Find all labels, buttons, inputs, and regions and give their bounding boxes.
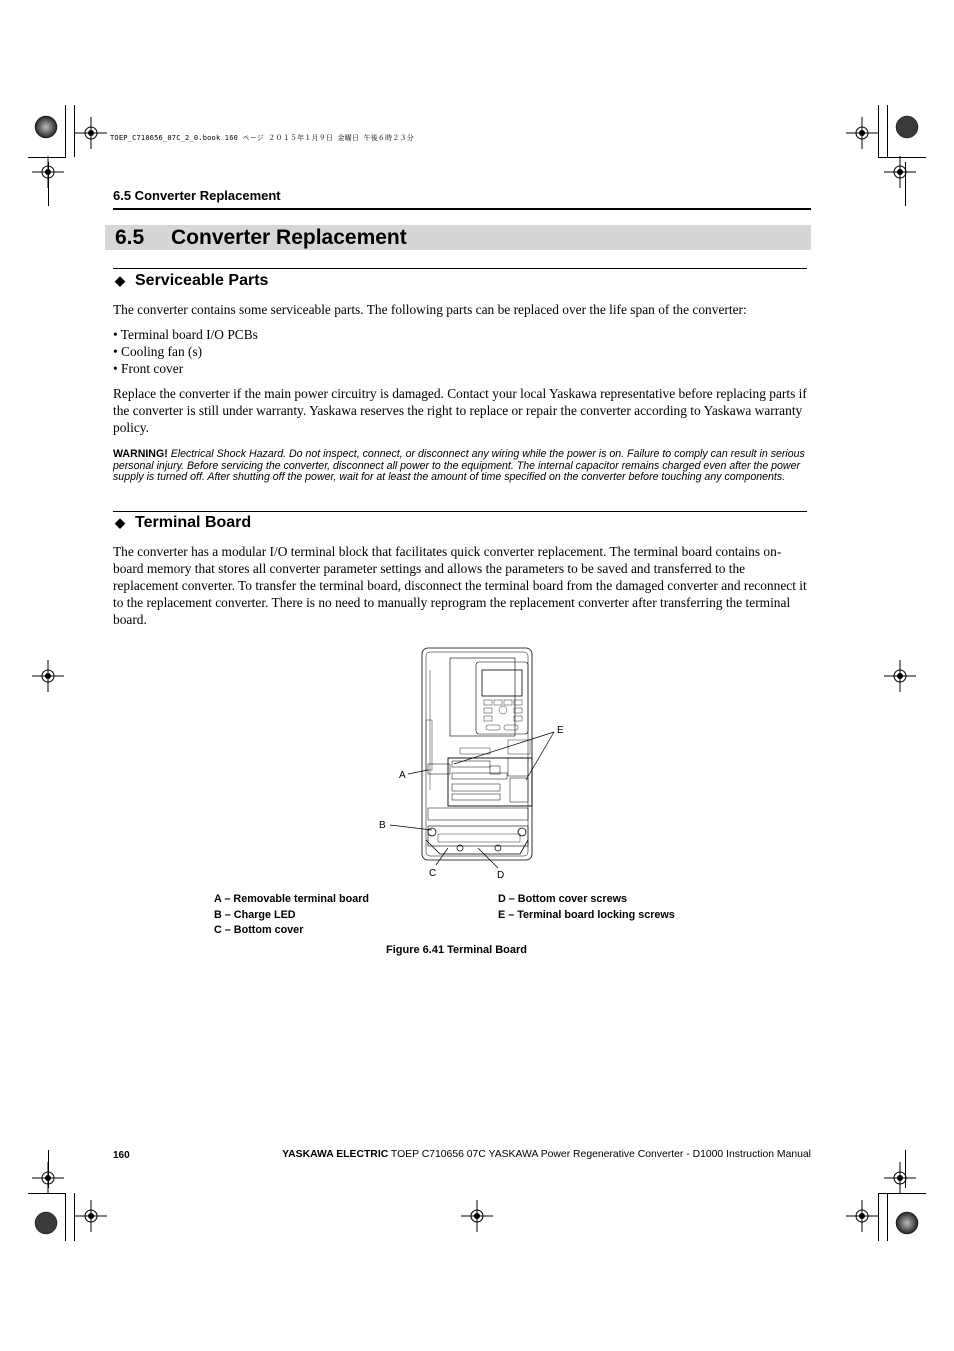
keypad-display xyxy=(482,670,522,696)
serviceable-body: Replace the converter if the main power circuitry is damaged. Contact your local Yaskawa representative before replacing parts if the converter is still under warranty. Yaskawa reserves the right to replace or repair the converter according to Yaskawa warranty policy. xyxy=(113,386,807,435)
subsection-rule-serviceable xyxy=(113,268,807,269)
section-title xyxy=(115,225,407,250)
print-info: TOEP_C710656_07C_2_0.book 160 ページ ２０１５年１月９日 金曜日 午後６時２３分 xyxy=(110,134,414,142)
terminal-body: The converter has a modular I/O terminal block that facilitates quick converter replacement. The terminal board contains on-board memory that stores all converter parameter settings and allows the parameters to be saved and transferred to the replacement converter. To transfer the terminal board, disconnect the terminal board from the damaged converter and reconnect it to the replacement converter. There is no need to manually reprogram the replacement converter after transferring the terminal board. xyxy=(113,544,807,627)
subsection-heading-text: Terminal Board xyxy=(135,514,252,531)
footer-brand: YASKAWA ELECTRIC xyxy=(282,1149,389,1160)
diamond-icon: ◆ xyxy=(115,515,125,530)
charge-led xyxy=(428,828,436,836)
section-title-text: Converter Replacement xyxy=(171,226,407,249)
warning-block xyxy=(113,449,811,484)
figure-legend-right xyxy=(498,892,675,923)
callout-label: C xyxy=(429,868,437,879)
footer-title xyxy=(282,1149,811,1160)
callout-label: D xyxy=(497,870,505,881)
serviceable-list xyxy=(113,326,258,377)
page-number: 160 xyxy=(113,1150,130,1161)
subsection-heading-serviceable xyxy=(115,272,268,290)
serviceable-intro: The converter contains some serviceable parts. The following parts can be replaced over the life span of the converter: xyxy=(113,302,747,317)
subsection-rule-terminal xyxy=(113,511,807,512)
subsection-heading-terminal xyxy=(115,514,251,532)
list-item: • Front cover xyxy=(113,360,258,377)
terminal-board-figure xyxy=(370,640,580,885)
running-head: 6.5 Converter Replacement xyxy=(113,188,281,203)
section-number: 6.5 xyxy=(115,226,145,249)
callout-label: B xyxy=(379,820,386,831)
warning-label: WARNING! xyxy=(113,448,168,460)
warning-text: Electrical Shock Hazard. Do not inspect, connect, or disconnect any wiring while the power is on. Failure to comply can result in serious personal injury. Before servicing the converter, disconnect all power to the equipment. The internal capacitor remains charged even after the power supply is turned off. After shutting off the power, wait for at least the amount of time specified on the converter before touching any components. xyxy=(113,448,805,483)
figure-legend-left xyxy=(214,892,369,939)
running-head-rule xyxy=(113,208,811,210)
legend-item: B – Charge LED xyxy=(214,908,296,921)
diamond-icon: ◆ xyxy=(115,273,125,288)
list-item: • Cooling fan (s) xyxy=(113,343,258,360)
legend-item: D – Bottom cover screws xyxy=(498,893,628,905)
subsection-heading-text: Serviceable Parts xyxy=(135,272,269,289)
list-item: • Terminal board I/O PCBs xyxy=(113,326,258,343)
legend-item: A – Removable terminal board xyxy=(214,893,369,905)
footer-manual: TOEP C710656 07C YASKAWA Power Regenerative Converter - D1000 Instruction Manual xyxy=(388,1149,811,1160)
callout-label: E xyxy=(557,725,564,736)
callout-label: A xyxy=(399,770,406,781)
figure-caption: Figure 6.41 Terminal Board xyxy=(386,944,528,956)
legend-item: E – Terminal board locking screws xyxy=(498,908,675,921)
legend-item: C – Bottom cover xyxy=(214,924,304,936)
